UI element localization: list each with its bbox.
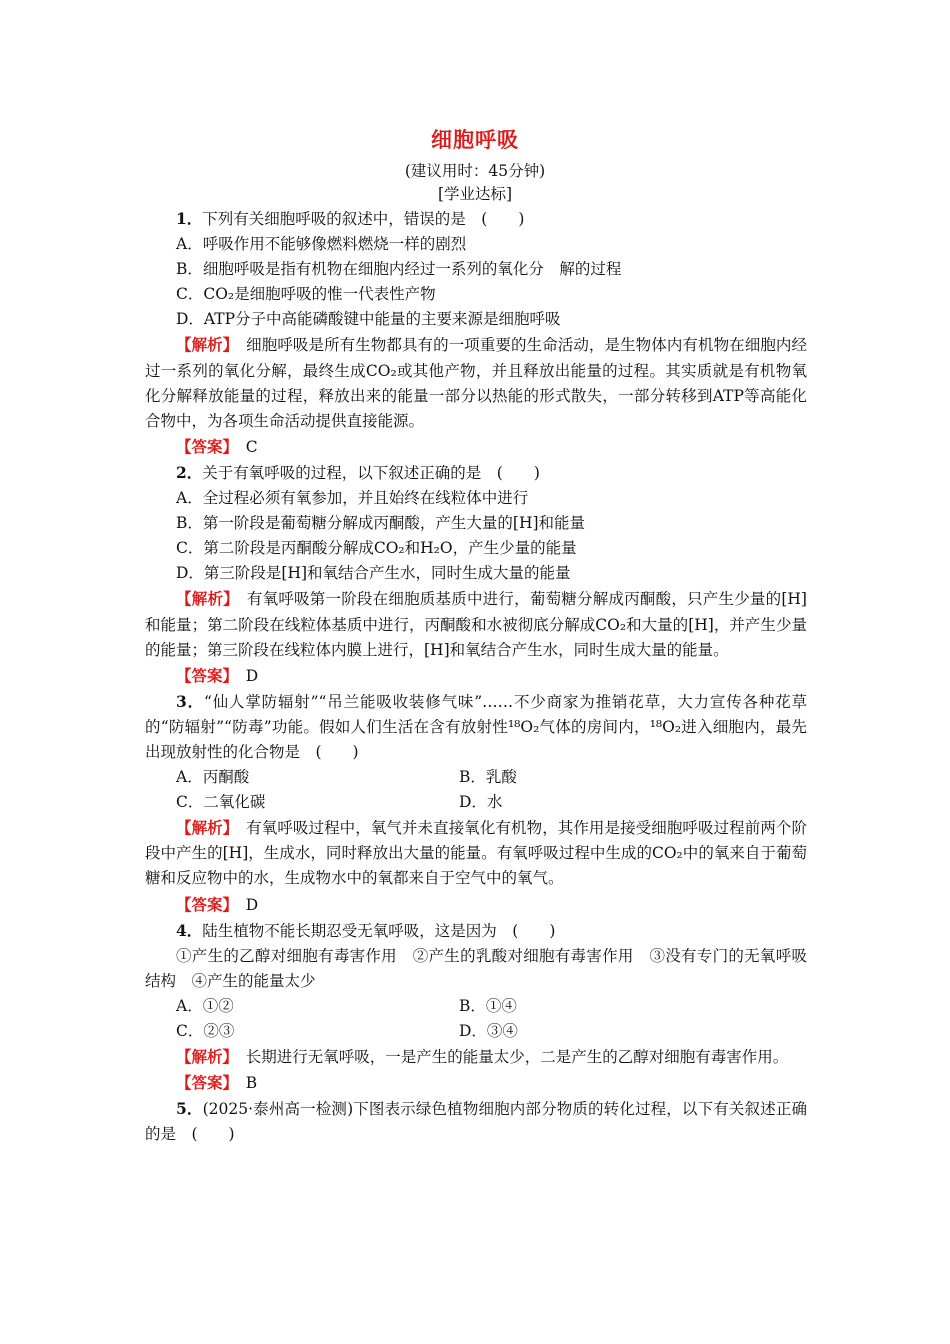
answer: 【答案】 D — [176, 665, 259, 685]
page-title: 细胞呼吸 — [431, 127, 519, 152]
option: D．ATP分子中高能磷酸键中能量的主要来源是细胞呼吸 — [176, 310, 561, 329]
question-list — [145, 206, 807, 1147]
option: A．①② — [176, 996, 234, 1015]
option-row — [145, 994, 807, 1019]
option: C．②③ — [176, 1022, 235, 1040]
analysis: 【解析】 有氧呼吸第一阶段在细胞质基质中进行，葡萄糖分解成丙酮酸，只产生少量的[H]和能量；第二阶段在线粒体基质中进行，丙酮酸和水被彻底分解成CO₂和大量的[H]，并产生少量的能量；第三阶段在线粒体内膜上进行，[H]和氧结合产生水，同时生成大量的能量。 — [145, 589, 807, 659]
question-stem: 下列有关细胞呼吸的叙述中，错误的是 ( ) — [202, 210, 525, 228]
analysis-label: 【解析】 — [176, 1047, 231, 1067]
option: B．第一阶段是葡萄糖分解成丙酮酸，产生大量的[H]和能量 — [176, 514, 586, 533]
answer: 【答案】 C — [176, 436, 258, 456]
answer-label: 【答案】 — [176, 436, 231, 456]
option-row — [145, 765, 807, 790]
option: D．第三阶段是[H]和氧结合产生水，同时生成大量的能量 — [176, 564, 571, 583]
option: C．二氧化碳 — [176, 793, 266, 812]
option-row — [145, 1019, 807, 1044]
question-stem: 关于有氧呼吸的过程，以下叙述正确的是 ( ) — [202, 463, 540, 482]
question-3: 3．“仙人掌防辐射”“吊兰能吸收装修气味”……不少商家为推销花草，大力宣传各种花草的“防辐射”“防毒”功能。假如人们生活在含有放射性¹⁸O₂气体的房间内，¹⁸O₂进入细胞内，最先出现放射性的化合物是 ( ) — [145, 691, 807, 761]
option: C．CO₂是细胞呼吸的惟一代表性产物 — [176, 285, 436, 304]
answer-label: 【答案】 — [176, 1073, 231, 1093]
question-2: 2．关于有氧呼吸的过程，以下叙述正确的是 ( ) — [176, 462, 540, 482]
question-statements: ①产生的乙醇对细胞有毒害作用 ②产生的乳酸对细胞有毒害作用 ③没有专门的无氧呼吸结构 ④产生的能量太少 — [145, 946, 807, 990]
answer: 【答案】 D — [176, 894, 259, 914]
question-1: 1．下列有关细胞呼吸的叙述中，错误的是 ( ) — [176, 209, 525, 228]
question-stem: 陆生植物不能长期忍受无氧呼吸，这是因为 ( ) — [202, 921, 556, 940]
option: D．水 — [459, 793, 503, 812]
analysis-label: 【解析】 — [176, 818, 231, 838]
answer-label: 【答案】 — [176, 665, 231, 685]
option: A．丙酮酸 — [176, 768, 250, 787]
option: A．呼吸作用不能够像燃料燃烧一样的剧烈 — [176, 235, 467, 254]
option: B．乳酸 — [459, 768, 517, 787]
section-heading: [学业达标] — [437, 185, 513, 203]
analysis-label: 【解析】 — [176, 589, 232, 609]
answer: 【答案】 B — [176, 1073, 258, 1093]
question-5: 5．(2025·泰州高一检测)下图表示绿色植物细胞内部分物质的转化过程，以下有关叙述正确的是 ( ) — [145, 1099, 807, 1144]
answer-label: 【答案】 — [176, 894, 231, 914]
option: C．第二阶段是丙酮酸分解成CO₂和H₂O，产生少量的能量 — [176, 539, 577, 558]
analysis: 【解析】 长期进行无氧呼吸，一是产生的能量太少，二是产生的乙醇对细胞有毒害作用。 — [176, 1047, 789, 1067]
option-row — [145, 790, 807, 815]
option: A．全过程必须有氧参加，并且始终在线粒体中进行 — [176, 489, 529, 508]
option: B．①④ — [459, 996, 517, 1015]
question-stem: “仙人掌防辐射”“吊兰能吸收装修气味”……不少商家为推销花草，大力宣传各种花草的“防辐射”“防毒”功能。假如人们生活在含有放射性¹⁸O₂气体的房间内，¹⁸O₂进入细胞内，最先出现放射性的化合物是 ( ) — [145, 692, 807, 761]
analysis: 【解析】 细胞呼吸是所有生物都具有的一项重要的生命活动，是生物体内有机物在细胞内经过一系列的氧化分解，最终生成CO₂或其他产物，并且释放出能量的过程。其实质就是有机物氧化分解释放能量的过程，释放出来的能量一部分以热能的形式散失，一部分转移到ATP等高能化合物中，为各项生命活动提供直接能源。 — [145, 335, 807, 430]
time-note: (建议用时：45分钟) — [404, 162, 546, 180]
question-4: 4．陆生植物不能长期忍受无氧呼吸，这是因为 ( ) — [176, 920, 556, 940]
analysis-label: 【解析】 — [176, 335, 231, 355]
question-stem: (2025·泰州高一检测)下图表示绿色植物细胞内部分物质的转化过程，以下有关叙述正确的是 ( ) — [145, 1100, 807, 1144]
option: D．③④ — [459, 1022, 518, 1040]
analysis: 【解析】 有氧呼吸过程中，氧气并未直接氧化有机物，其作用是接受细胞呼吸过程前两个阶段中产生的[H]，生成水，同时释放出大量的能量。有氧呼吸过程中生成的CO₂中的氧来自于葡萄糖和反应物中的水，生成物水中的氧都来自于空气中的氧气。 — [145, 818, 807, 888]
option: B．细胞呼吸是指有机物在细胞内经过一系列的氧化分 解的过程 — [176, 260, 622, 279]
